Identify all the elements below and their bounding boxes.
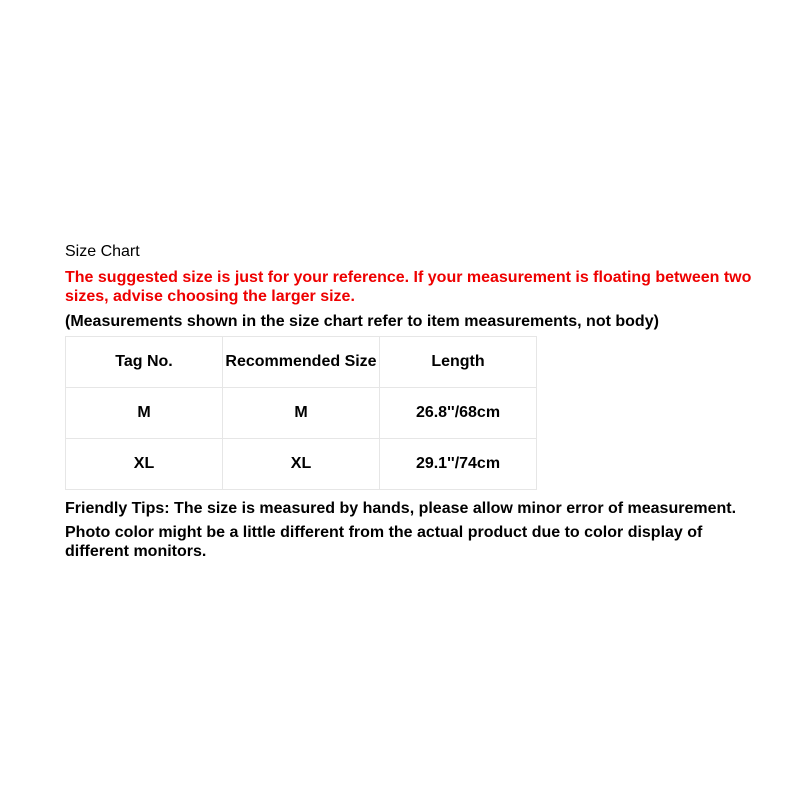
cell-recommended-size: M: [223, 388, 380, 439]
cell-recommended-size: XL: [223, 439, 380, 490]
size-chart-title: Size Chart: [65, 243, 140, 260]
cell-tag-no: M: [66, 388, 223, 439]
cell-tag-no: XL: [66, 439, 223, 490]
header-recommended-size: Recommended Size: [223, 337, 380, 388]
size-chart-section: [65, 242, 755, 561]
size-table: [65, 336, 537, 490]
header-length: Length: [380, 337, 537, 388]
color-disclaimer: Photo color might be a little different from the actual product due to color display of different monitors.: [65, 524, 703, 560]
table-row: [66, 439, 537, 490]
table-row: [66, 388, 537, 439]
measurement-note: (Measurements shown in the size chart refer to item measurements, not body): [65, 313, 659, 330]
size-recommendation-notice: The suggested size is just for your reference. If your measurement is floating between two sizes, advise choosing the larger size.: [65, 269, 752, 305]
table-header-row: [66, 337, 537, 388]
header-tag-no: Tag No.: [66, 337, 223, 388]
friendly-tips: Friendly Tips: The size is measured by hands, please allow minor error of measurement.: [65, 500, 737, 517]
cell-length: 26.8''/68cm: [380, 388, 537, 439]
cell-length: 29.1''/74cm: [380, 439, 537, 490]
